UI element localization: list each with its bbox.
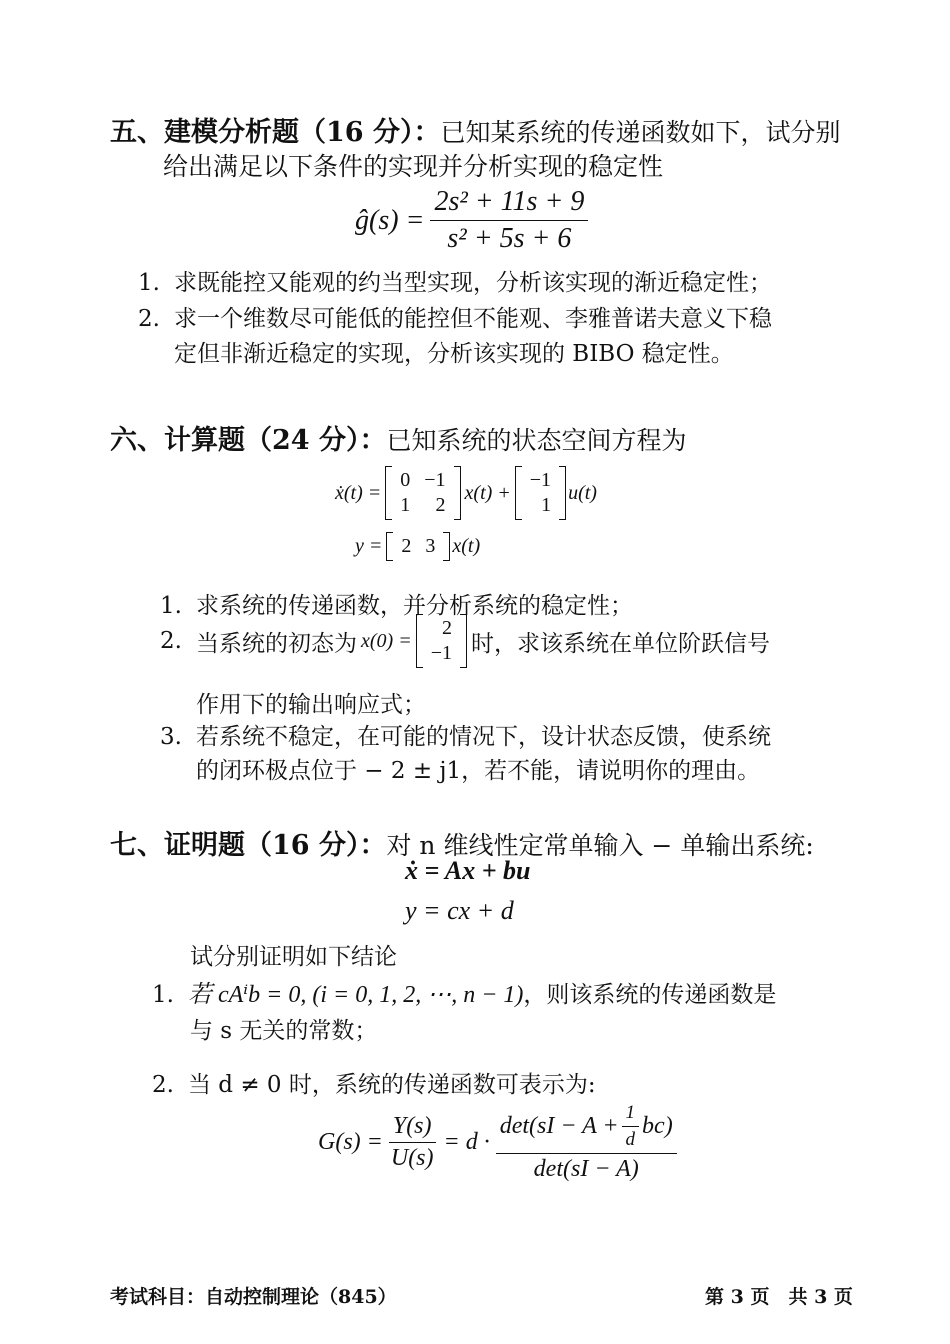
q6-item-2-pre: 当系统的初态为 (196, 630, 357, 657)
q6-state-lhs: ẋ(t) = (335, 481, 382, 504)
q6-item-3 (160, 718, 771, 751)
q6-b-2: 1 (541, 494, 552, 516)
q6-item-3-text: 若系统不稳定，在可能的情况下，设计状态反馈，使系统 (196, 724, 771, 750)
q6-output-rhs: x(t) (452, 535, 481, 557)
q6-item-3-number: 3. (160, 724, 182, 750)
q5-transfer-function (355, 186, 588, 255)
q7-item-1-condition: 若 cAⁱb = 0, (i = 0, 1, 2, ⋯, n − 1) (188, 982, 524, 1008)
q6-matrix-A (385, 466, 460, 520)
q5-heading: 五、建模分析题（16 分）： (110, 117, 441, 148)
q7-item-2-text: 当 d ≠ 0 时，系统的传递函数可表示为: (188, 1072, 596, 1098)
q7-heading: 七、证明题（16 分）： (110, 830, 387, 861)
q7-inner-numerator: 1 (622, 1102, 640, 1127)
q6-A-12: −1 (424, 469, 446, 491)
q7-G-numerator: Y(s) (389, 1113, 436, 1143)
q6-A-21: 1 (400, 494, 411, 516)
q5-item-2 (138, 300, 772, 333)
q5-item-1 (138, 264, 772, 297)
q6-output-equation (355, 532, 480, 561)
q6-x0-vector (416, 614, 467, 668)
q7-item-2 (152, 1066, 596, 1099)
footer-subject: 考试科目：自动控制理论（845） (110, 1286, 397, 1308)
q7-det-num-pre: det(sI − A + (499, 1113, 619, 1139)
q6-x0-label: x(0) = (361, 629, 412, 652)
q6-item-2-post: 时，求该系统在单位阶跃信号 (470, 630, 770, 657)
q7-item-2-number: 2. (152, 1072, 174, 1098)
q5-formula-numerator: 2s² + 11s + 9 (430, 186, 588, 221)
q7-det-numerator (496, 1102, 677, 1154)
q6-state-equation (335, 466, 597, 520)
q7-G-denominator: U(s) (390, 1145, 434, 1171)
q5-intro-2: 给出满足以下条件的实现并分析实现的稳定性 (163, 152, 664, 181)
q5-intro-1: 已知某系统的传递函数如下，试分别 (440, 118, 841, 147)
q5-item-2-text: 求一个维数尽可能低的能控但不能观、李雅普诺夫意义下稳 (174, 306, 772, 332)
q6-line1 (110, 418, 687, 457)
q6-intro: 已知系统的状态空间方程为 (386, 426, 687, 455)
q7-G-mid: = d · (443, 1129, 490, 1155)
q6-output-lhs: y = (355, 535, 383, 557)
q7-item-1-line2: 与 s 无关的常数； (190, 1018, 378, 1044)
q6-heading: 六、计算题（24 分）： (110, 425, 387, 456)
q6-item-3-line2: 的闭环极点位于 − 2 ± j1，若不能，请说明你的理由。 (196, 758, 761, 784)
q6-item-2 (160, 614, 770, 668)
q6-c-1: 2 (401, 535, 412, 557)
q6-b-1: −1 (529, 469, 552, 491)
q7-G-lhs: G(s) = (318, 1129, 383, 1155)
q7-equation-2: y = cx + d (405, 896, 514, 925)
q5-item-2-line2: 定但非渐近稳定的实现，分析该实现的 BIBO 稳定性。 (174, 341, 734, 367)
q7-inner-denominator: d (625, 1129, 636, 1150)
q6-item-2-line2: 作用下的输出响应式； (196, 692, 426, 718)
q6-c-2: 3 (425, 535, 436, 557)
q5-line1 (110, 110, 841, 149)
q5-item-2-number: 2. (138, 306, 160, 332)
q6-item-1-text: 求系统的传递函数，并分析系统的稳定性； (196, 593, 633, 619)
q7-item-1 (152, 974, 776, 1009)
q6-matrix-c (386, 532, 450, 561)
q6-item-2-number: 2. (160, 628, 182, 654)
q5-formula-lhs: ĝ(s) = (355, 204, 425, 236)
q7-equation-1: ẋ = Ax + bu (405, 856, 531, 885)
q6-A-11: 0 (400, 469, 411, 491)
q5-item-1-number: 1. (138, 270, 160, 296)
q6-A-22: 2 (435, 494, 446, 516)
q5-formula-fraction (430, 186, 588, 255)
q6-state-mid: x(t) + (464, 481, 511, 504)
q6-matrix-b (515, 466, 566, 520)
q7-item-1-number: 1. (152, 982, 174, 1008)
q7-G-fraction (387, 1113, 438, 1172)
q6-x0-1: 2 (441, 617, 452, 639)
q7-det-denominator: det(sI − A) (533, 1156, 639, 1182)
q7-transfer-formula (318, 1102, 677, 1183)
q7-det-fraction (496, 1102, 677, 1183)
q5-item-1-text: 求既能控又能观的约当型实现，分析该实现的渐近稳定性； (174, 270, 772, 296)
q5-formula-denominator: s² + 5s + 6 (447, 223, 572, 254)
q6-x0-2: −1 (430, 642, 452, 664)
footer-page: 第 3 页 共 3 页 (705, 1286, 853, 1308)
q7-intro: 对 n 维线性定常单输入 − 单输出系统: (386, 831, 814, 860)
q6-item-1-number: 1. (160, 593, 182, 619)
q7-inner-fraction (622, 1102, 640, 1151)
q7-item-1-tail: ，则该系统的传递函数是 (523, 982, 777, 1008)
q6-state-rhs: u(t) (568, 481, 597, 504)
q7-lead: 试分别证明如下结论 (190, 944, 397, 970)
q7-det-num-post: bc) (642, 1113, 673, 1139)
